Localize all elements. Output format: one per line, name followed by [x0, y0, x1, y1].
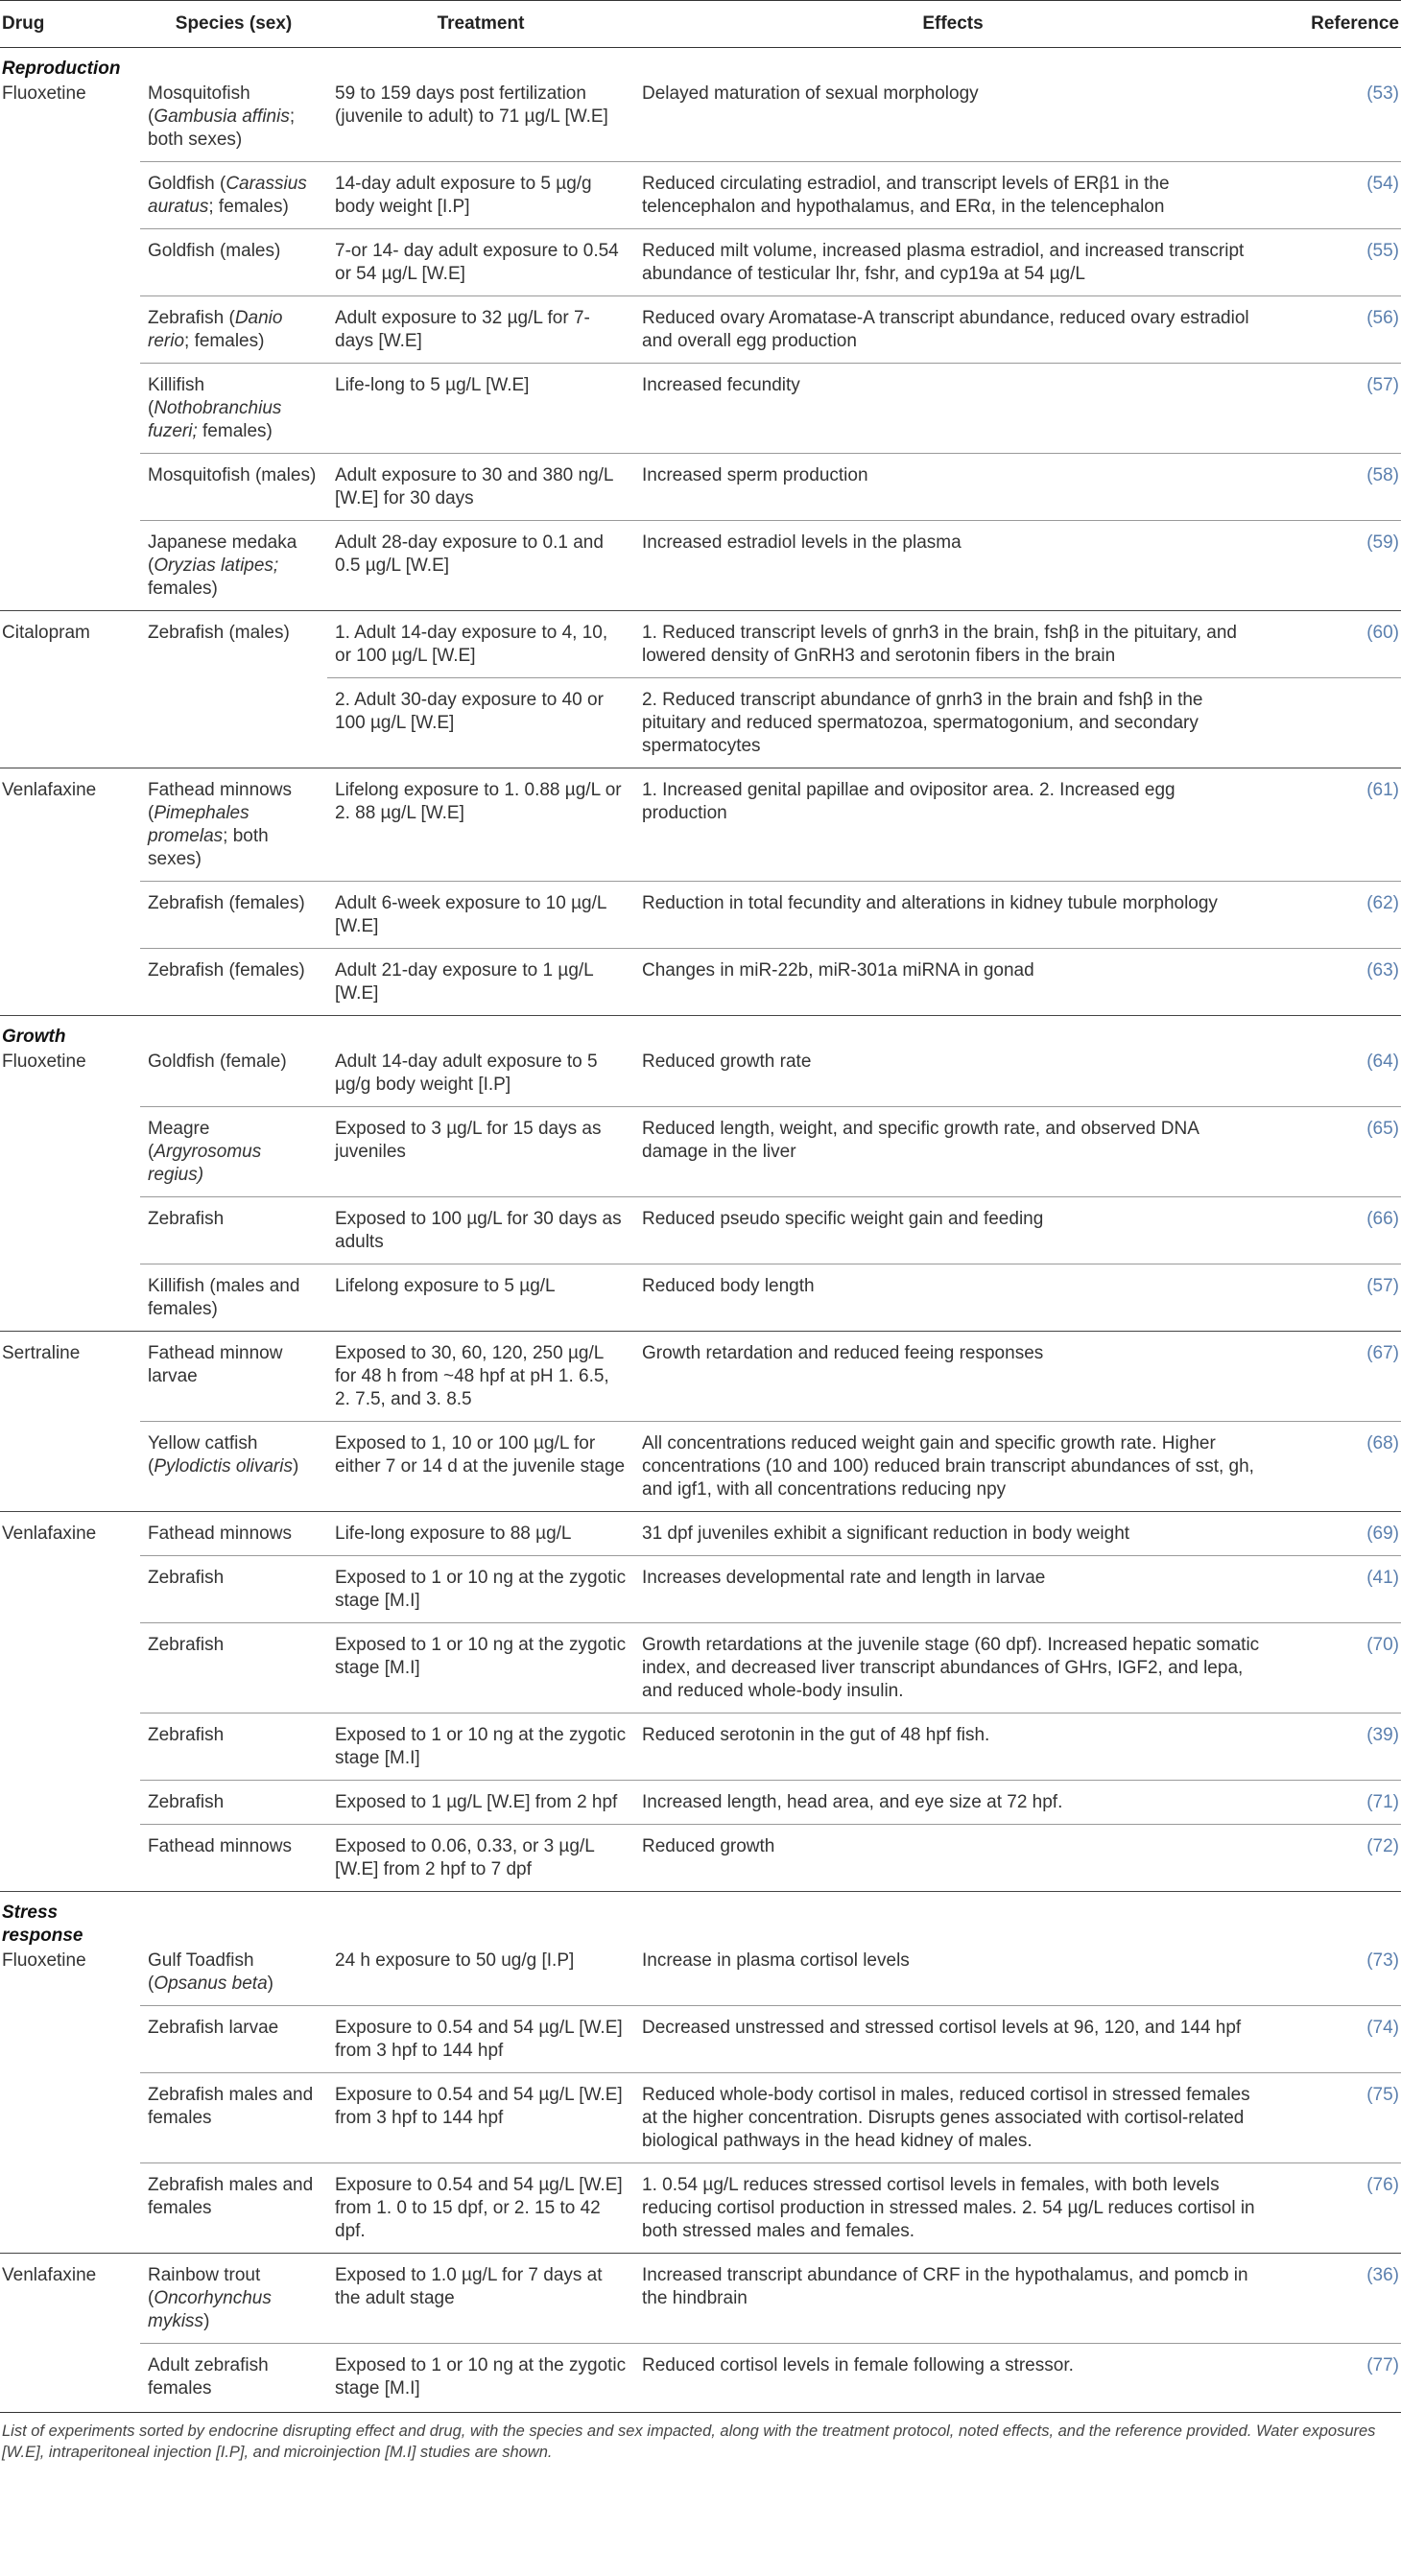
treatment-cell: Exposed to 100 µg/L for 30 days as adults [327, 1197, 634, 1264]
reference-link[interactable]: (54) [1271, 162, 1401, 229]
table-body [0, 48, 1401, 2413]
species-cell: Zebrafish males and females [140, 2163, 327, 2254]
species-cell: Goldfish (Carassius auratus; females) [140, 162, 327, 229]
effects-cell: Increased estradiol levels in the plasma [634, 521, 1271, 611]
section-title: Growth [2, 1027, 66, 1047]
drug-cell: Venlafaxine [0, 2254, 140, 2344]
effects-cell: Growth retardation and reduced feeing responses [634, 1332, 1271, 1422]
table-row [0, 1107, 1401, 1197]
effects-cell: Increased transcript abundance of CRF in the hypothalamus, and pomcb in the hindbrain [634, 2254, 1271, 2344]
effects-cell: Reduced whole-body cortisol in males, reduced cortisol in stressed females at the higher concentration. Disrupts genes associated with cortisol-related biological pathways in the head kidney of males. [634, 2073, 1271, 2163]
species-cell: Zebrafish males and females [140, 2073, 327, 2163]
treatment-cell: 59 to 159 days post fertilization (juvenile to adult) to 71 µg/L [W.E] [335, 83, 608, 127]
effects-cell: Reduced length, weight, and specific growth rate, and observed DNA damage in the liver [634, 1107, 1271, 1197]
table-row [0, 1781, 1401, 1825]
reference-link[interactable]: (67) [1271, 1332, 1401, 1422]
treatment-cell: Exposed to 1, 10 or 100 µg/L for either 7 or 14 d at the juvenile stage [327, 1422, 634, 1512]
treatment-cell: 1. Adult 14-day exposure to 4, 10, or 100 µg/L [W.E] [327, 611, 634, 678]
species-cell: Gulf Toadfish (Opsanus beta) [148, 1950, 273, 1994]
effects-cell: Reduced circulating estradiol, and transcript levels of ERβ1 in the telencephalon and hypothalamus, and ERα, in the telencephalon [634, 162, 1271, 229]
header-effects: Effects [634, 1, 1271, 48]
table-row [0, 1825, 1401, 1892]
reference-link[interactable]: (69) [1271, 1512, 1401, 1556]
reference-link[interactable]: (53) [1366, 83, 1399, 104]
treatment-cell: Exposed to 1 or 10 ng at the zygotic stage [M.I] [327, 2344, 634, 2413]
drug-cell: Fluoxetine [2, 1950, 86, 1971]
section-title-line1: Stress [2, 1902, 59, 1923]
reference-link[interactable]: (63) [1271, 949, 1401, 1016]
treatment-cell: Exposed to 1 or 10 ng at the zygotic stage [M.I] [327, 1623, 634, 1713]
treatment-cell: Exposed to 1 or 10 ng at the zygotic stage [M.I] [327, 1713, 634, 1781]
effects-cell: Changes in miR-22b, miR-301a miRNA in gonad [634, 949, 1271, 1016]
treatment-cell: Exposed to 0.06, 0.33, or 3 µg/L [W.E] from 2 hpf to 7 dpf [327, 1825, 634, 1892]
treatment-cell: 7-or 14- day adult exposure to 0.54 or 54 µg/L [W.E] [327, 229, 634, 296]
treatment-cell: Exposed to 1 µg/L [W.E] from 2 hpf [327, 1781, 634, 1825]
treatment-cell: Exposed to 30, 60, 120, 250 µg/L for 48 h from ~48 hpf at pH 1. 6.5, 2. 7.5, and 3. 8.5 [327, 1332, 634, 1422]
species-cell: Mosquitofish (Gambusia affinis; both sexes) [148, 83, 296, 150]
species-cell: Zebrafish [140, 1556, 327, 1623]
reference-link[interactable]: (74) [1271, 2006, 1401, 2073]
species-cell: Japanese medaka (Oryzias latipes; females) [140, 521, 327, 611]
reference-link[interactable]: (64) [1366, 1052, 1399, 1072]
effects-cell: Reduced body length [634, 1264, 1271, 1332]
reference-link[interactable]: (61) [1271, 768, 1401, 882]
treatment-cell: Exposure to 0.54 and 54 µg/L [W.E] from 1. 0 to 15 dpf, or 2. 15 to 42 dpf. [327, 2163, 634, 2254]
effects-cell: 1. Increased genital papillae and ovipositor area. 2. Increased egg production [634, 768, 1271, 882]
reference-link[interactable]: (39) [1271, 1713, 1401, 1781]
section-title-line2: response [2, 1926, 83, 1946]
treatment-cell: 14-day adult exposure to 5 µg/g body weight [I.P] [327, 162, 634, 229]
effects-cell: Reduced milt volume, increased plasma estradiol, and increased transcript abundance of testicular lhr, fshr, and cyp19a at 54 µg/L [634, 229, 1271, 296]
species-cell: Zebrafish (males) [140, 611, 327, 678]
effects-cell: Reduced growth [634, 1825, 1271, 1892]
table-row [0, 1512, 1401, 1556]
table-row [0, 81, 1401, 162]
table-row [0, 1264, 1401, 1332]
effects-cell: Growth retardations at the juvenile stage (60 dpf). Increased hepatic somatic index, and decreased liver transcript abundances of GHrs, IGF2, and lepa, and reduced whole-body insulin. [634, 1623, 1271, 1713]
reference-link[interactable]: (72) [1271, 1825, 1401, 1892]
species-cell: Killifish (males and females) [140, 1264, 327, 1332]
reference-link[interactable]: (56) [1271, 296, 1401, 364]
effects-cell: Decreased unstressed and stressed cortisol levels at 96, 120, and 144 hpf [634, 2006, 1271, 2073]
header-treatment: Treatment [327, 1, 634, 48]
effects-cell: 1. 0.54 µg/L reduces stressed cortisol levels in females, with both levels reducing cortisol production in stressed males. 2. 54 µg/L reduces cortisol in both stressed males and females. [634, 2163, 1271, 2254]
header-reference: Reference [1271, 1, 1401, 48]
table-row [0, 296, 1401, 364]
reference-link[interactable]: (57) [1271, 364, 1401, 454]
treatment-cell: 2. Adult 30-day exposure to 40 or 100 µg/L [W.E] [327, 678, 634, 768]
table-row [0, 1422, 1401, 1512]
reference-link[interactable]: (71) [1271, 1781, 1401, 1825]
species-cell: Zebrafish (females) [140, 882, 327, 949]
effects-cell: 2. Reduced transcript abundance of gnrh3 in the brain and fshβ in the pituitary and reduced spermatozoa, spermatogonium, and secondary spermatocytes [634, 678, 1271, 768]
effects-cell: Increased fecundity [634, 364, 1271, 454]
effects-cell: Reduced ovary Aromatase-A transcript abundance, reduced ovary estradiol and overall egg production [634, 296, 1271, 364]
species-cell: Yellow catfish (Pylodictis olivaris) [140, 1422, 327, 1512]
table-row [0, 2073, 1401, 2163]
species-cell: Zebrafish (females) [140, 949, 327, 1016]
effects-cell: Delayed maturation of sexual morphology [642, 83, 979, 104]
effects-cell: 31 dpf juveniles exhibit a significant reduction in body weight [634, 1512, 1271, 1556]
species-cell: Mosquitofish (males) [140, 454, 327, 521]
species-cell: Zebrafish [140, 1197, 327, 1264]
reference-link[interactable]: (55) [1271, 229, 1401, 296]
species-cell: Fathead minnows [140, 1512, 327, 1556]
reference-link[interactable]: (60) [1271, 611, 1401, 678]
reference-link[interactable]: (58) [1271, 454, 1401, 521]
effects-cell: Increases developmental rate and length in larvae [634, 1556, 1271, 1623]
table-row [0, 364, 1401, 454]
treatment-cell: Exposure to 0.54 and 54 µg/L [W.E] from 3 hpf to 144 hpf [327, 2073, 634, 2163]
species-cell: Zebrafish [140, 1713, 327, 1781]
effects-cell: All concentrations reduced weight gain and specific growth rate. Higher concentrations (10 and 100) reduced brain transcript abundances of sst, gh, and igf1, with all concentrations reducing npy [634, 1422, 1271, 1512]
treatment-cell: Life-long exposure to 88 µg/L [327, 1512, 634, 1556]
reference-link[interactable]: (70) [1271, 1623, 1401, 1713]
table-row [0, 882, 1401, 949]
effects-cell: Reduced growth rate [642, 1052, 812, 1072]
species-cell: Zebrafish larvae [140, 2006, 327, 2073]
effects-cell: 1. Reduced transcript levels of gnrh3 in the brain, fshβ in the pituitary, and lowered density of GnRH3 and serotonin fibers in the brain [634, 611, 1271, 678]
reference-link[interactable]: (62) [1271, 882, 1401, 949]
species-cell: Goldfish (female) [148, 1052, 287, 1072]
reference-link[interactable]: (68) [1271, 1422, 1401, 1512]
species-cell: Zebrafish [140, 1781, 327, 1825]
treatment-cell: Exposed to 1.0 µg/L for 7 days at the adult stage [327, 2254, 634, 2344]
table-row [0, 1713, 1401, 1781]
species-cell: Rainbow trout (Oncorhynchus mykiss) [140, 2254, 327, 2344]
table-row [0, 768, 1401, 882]
table-row [0, 1556, 1401, 1623]
reference-link[interactable]: (77) [1271, 2344, 1401, 2413]
table-row [0, 454, 1401, 521]
treatment-cell: 24 h exposure to 50 ug/g [I.P] [335, 1950, 575, 1971]
reference-link[interactable]: (57) [1271, 1264, 1401, 1332]
treatment-cell: Adult exposure to 32 µg/L for 7-days [W.E] [327, 296, 634, 364]
treatment-cell: Adult 28-day exposure to 0.1 and 0.5 µg/L [W.E] [327, 521, 634, 611]
treatment-cell: Adult 6-week exposure to 10 µg/L [W.E] [327, 882, 634, 949]
effects-cell: Reduction in total fecundity and alterations in kidney tubule morphology [634, 882, 1271, 949]
reference-link[interactable]: (75) [1271, 2073, 1401, 2163]
table-row [0, 678, 1401, 768]
drug-cell: Citalopram [0, 611, 140, 678]
drug-cell: Fluoxetine [2, 1052, 86, 1072]
table-header [0, 1, 1401, 48]
species-cell: Adult zebrafish females [140, 2344, 327, 2413]
section-stress-response [0, 1892, 1401, 1949]
table-row [0, 162, 1401, 229]
treatment-cell: Lifelong exposure to 5 µg/L [327, 1264, 634, 1332]
table-row [0, 2163, 1401, 2254]
effects-cell: Reduced cortisol levels in female following a stressor. [634, 2344, 1271, 2413]
species-cell: Fathead minnows [140, 1825, 327, 1892]
treatment-cell: Life-long to 5 µg/L [W.E] [327, 364, 634, 454]
drug-cell: Venlafaxine [0, 1512, 140, 1556]
table-row [0, 1049, 1401, 1107]
table-row [0, 1948, 1401, 2006]
reference-link[interactable]: (73) [1366, 1950, 1399, 1971]
species-cell: Goldfish (males) [140, 229, 327, 296]
drug-cell: Sertraline [0, 1332, 140, 1422]
treatment-cell: Exposed to 1 or 10 ng at the zygotic stage [M.I] [327, 1556, 634, 1623]
treatment-cell: Exposed to 3 µg/L for 15 days as juveniles [327, 1107, 634, 1197]
species-cell: Killifish (Nothobranchius fuzeri; females) [140, 364, 327, 454]
treatment-cell: Adult exposure to 30 and 380 ng/L [W.E] for 30 days [327, 454, 634, 521]
species-cell: Fathead minnow larvae [140, 1332, 327, 1422]
table-row [0, 1332, 1401, 1422]
effects-cell: Increase in plasma cortisol levels [642, 1950, 910, 1971]
drug-cell: Fluoxetine [2, 83, 86, 104]
table-caption: List of experiments sorted by endocrine disrupting effect and drug, with the species and sex impacted, along with the treatment protocol, noted effects, and the reference provided. Water exposures [W.E], intraperitoneal injection [I.P], and microinjection [M.I] studies are shown. [0, 2412, 1401, 2463]
species-cell: Zebrafish [140, 1623, 327, 1713]
section-growth [0, 1016, 1401, 1050]
section-reproduction [0, 48, 1401, 82]
reference-link[interactable]: (65) [1271, 1107, 1401, 1197]
reference-link[interactable]: (36) [1271, 2254, 1401, 2344]
effects-cell: Reduced serotonin in the gut of 48 hpf fish. [634, 1713, 1271, 1781]
treatment-cell: Adult 14-day adult exposure to 5 µg/g body weight [I.P] [335, 1052, 598, 1095]
table-row [0, 2344, 1401, 2413]
table-row [0, 1623, 1401, 1713]
table-row [0, 611, 1401, 678]
reference-link[interactable]: (76) [1271, 2163, 1401, 2254]
table-row [0, 1197, 1401, 1264]
section-title: Reproduction [2, 59, 121, 79]
effects-cell: Increased sperm production [634, 454, 1271, 521]
species-cell: Fathead minnows (Pimephales promelas; both sexes) [140, 768, 327, 882]
table-row [0, 2006, 1401, 2073]
effects-cell: Increased length, head area, and eye size at 72 hpf. [634, 1781, 1271, 1825]
table-row [0, 229, 1401, 296]
header-drug: Drug [0, 1, 140, 48]
table-row [0, 2254, 1401, 2344]
effects-cell: Reduced pseudo specific weight gain and feeding [634, 1197, 1271, 1264]
drug-cell: Venlafaxine [0, 768, 140, 882]
table-row [0, 949, 1401, 1016]
species-cell: Meagre (Argyrosomus regius) [140, 1107, 327, 1197]
reference-link[interactable]: (41) [1271, 1556, 1401, 1623]
treatment-cell: Exposure to 0.54 and 54 µg/L [W.E] from 3 hpf to 144 hpf [327, 2006, 634, 2073]
header-species: Species (sex) [140, 1, 327, 48]
species-cell: Zebrafish (Danio rerio; females) [140, 296, 327, 364]
reference-link[interactable]: (59) [1271, 521, 1401, 611]
treatment-cell: Lifelong exposure to 1. 0.88 µg/L or 2. 88 µg/L [W.E] [327, 768, 634, 882]
table-row [0, 521, 1401, 611]
treatment-cell: Adult 21-day exposure to 1 µg/L [W.E] [327, 949, 634, 1016]
reference-link[interactable]: (66) [1271, 1197, 1401, 1264]
